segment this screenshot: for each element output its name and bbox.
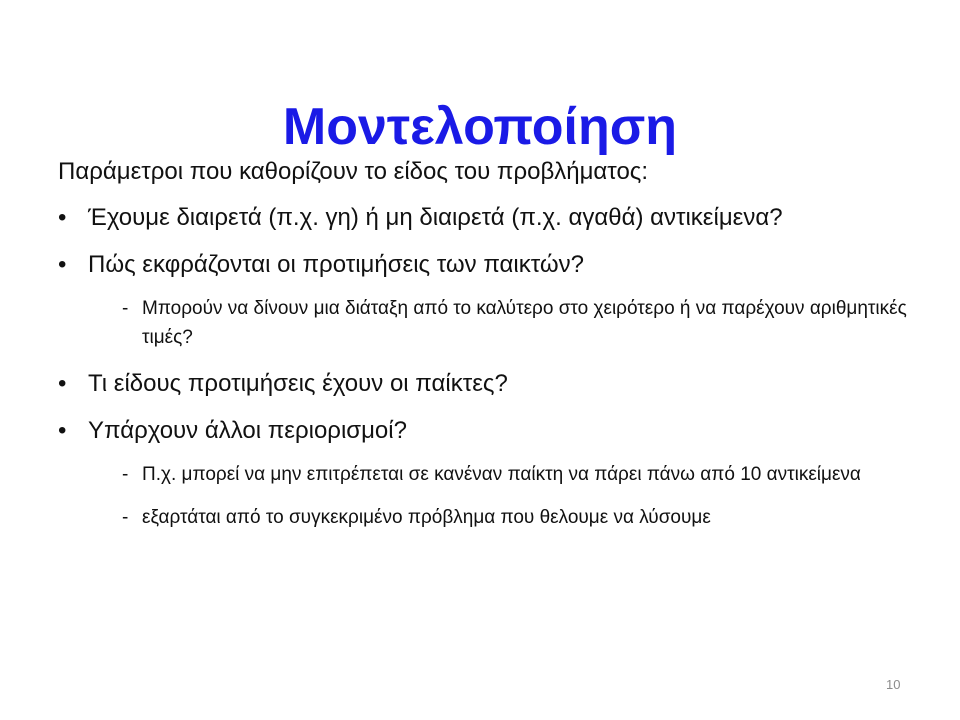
sub-bullet-item [58,460,918,489]
bullet-text: Πώς εκφράζονται οι προτιμήσεις των παικτών? [88,251,584,278]
bullet-text: Υπάρχουν άλλοι περιορισμοί? [88,417,407,444]
bullet-marker: • [58,251,67,278]
sub-bullet-item [58,294,918,352]
page-number: 10 [886,677,901,692]
bullet-text: Έχουμε διαιρετά (π.χ. γη) ή μη διαιρετά (π.χ. αγαθά) αντικείμενα? [88,204,783,231]
dash-marker: - [122,507,129,528]
bullet-marker: • [58,370,67,397]
bullet-item [58,200,918,235]
slide-title: Μοντελοποίηση [282,97,678,156]
dash-marker: - [122,464,129,485]
sub-bullet-text: Μπορούν να δίνουν μια διάταξη από το καλύτερο στο χειρότερο ή να παρέχουν αριθμητικές τιμές? [142,298,907,348]
bullet-marker: • [58,204,67,231]
sub-bullet-item [58,503,918,532]
intro-text: Παράμετροι που καθορίζουν το είδος του προβλήματος: [58,158,649,185]
bullet-item [58,413,918,448]
bullet-list [58,200,918,546]
bullet-item [58,366,918,401]
sub-bullet-text: εξαρτάται από το συγκεκριμένο πρόβλημα που θελουμε να λύσουμε [142,507,711,528]
sub-bullet-text: Π.χ. μπορεί να μην επιτρέπεται σε κανέναν παίκτη να πάρει πάνω από 10 αντικείμενα [142,464,861,485]
bullet-marker: • [58,417,67,444]
dash-marker: - [122,298,129,319]
bullet-item [58,247,918,282]
bullet-text: Τι είδους προτιμήσεις έχουν οι παίκτες? [88,370,508,397]
